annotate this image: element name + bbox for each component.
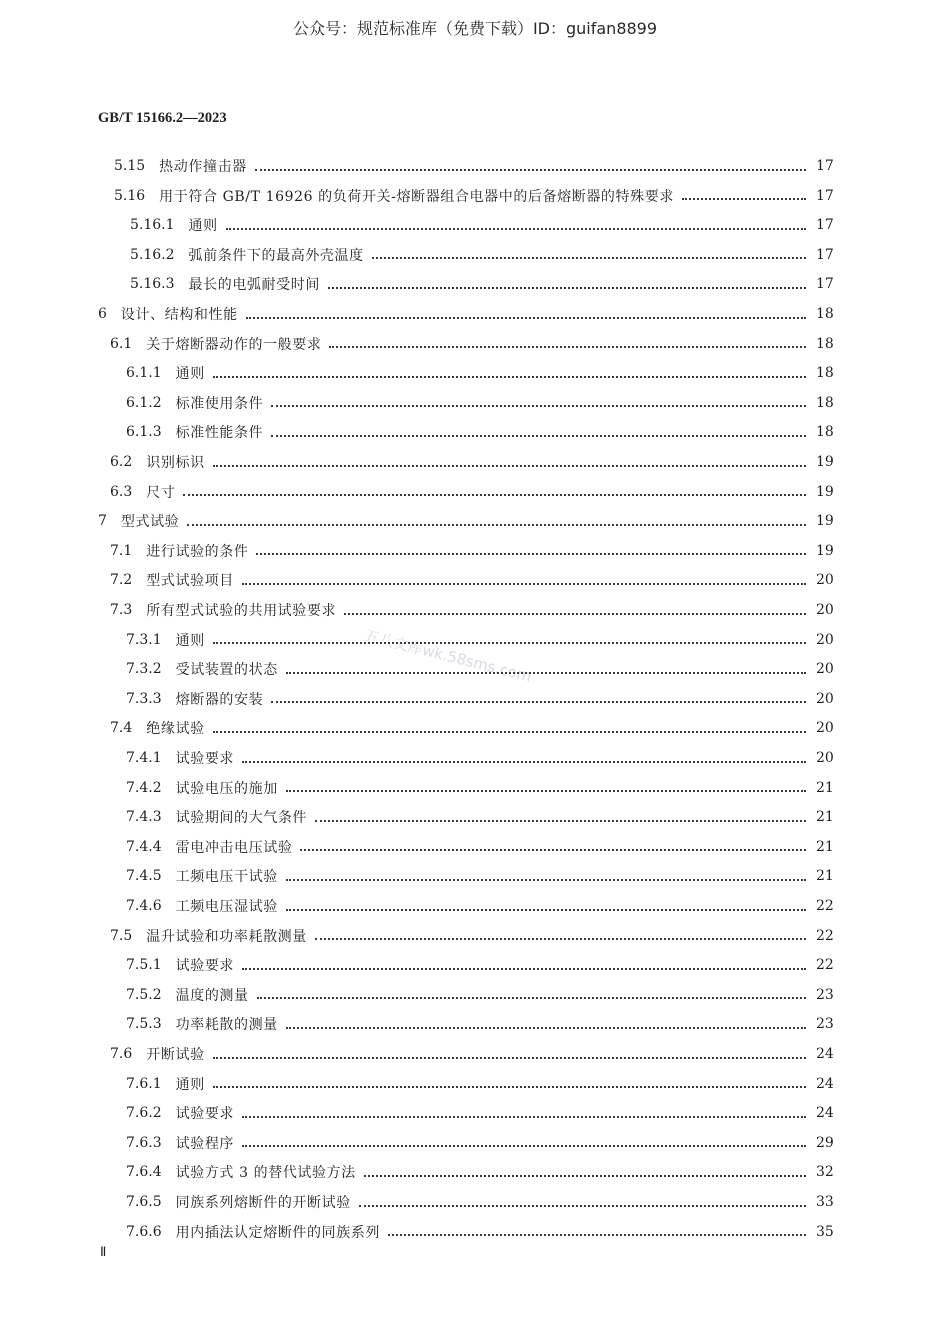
toc-dot-leader	[242, 582, 806, 585]
toc-entry-number: 7.6	[110, 1046, 133, 1062]
toc-dot-leader	[213, 464, 806, 467]
toc-entry-title: 绝缘试验	[146, 721, 205, 738]
toc-entry-title: 通则	[175, 1076, 205, 1093]
toc-dot-leader	[286, 671, 806, 674]
toc-entry[interactable]	[126, 359, 832, 387]
toc-dot-leader	[257, 996, 806, 999]
toc-entry[interactable]	[126, 685, 832, 713]
toc-entry-number: 7.4.6	[126, 898, 162, 914]
toc-dot-leader	[183, 493, 806, 496]
toc-entry-page: 18	[816, 365, 834, 382]
toc-dot-leader	[246, 316, 806, 319]
toc-entry-number: 7.4.5	[126, 868, 162, 885]
toc-entry-title: 关于熔断器动作的一般要求	[146, 336, 322, 353]
toc-entry-title: 试验要求	[175, 1106, 235, 1123]
toc-entry-title: 试验要求	[175, 958, 235, 975]
standard-number: GB/T 15166.2—2023	[98, 110, 227, 126]
toc-entry[interactable]	[126, 892, 832, 920]
toc-entry-title: 试验电压的施加	[175, 780, 278, 797]
toc-dot-leader	[187, 523, 806, 526]
toc-dot-leader	[344, 612, 806, 615]
toc-entry-page: 18	[816, 306, 834, 322]
toc-entry[interactable]	[126, 389, 832, 417]
toc-entry-page: 19	[816, 542, 834, 559]
toc-entry-number: 6.1.3	[126, 424, 162, 441]
toc-entry-number: 7.3.3	[126, 690, 162, 707]
toc-entry-page: 18	[816, 335, 834, 352]
toc-entry-page: 19	[816, 454, 834, 470]
toc-entry[interactable]	[130, 270, 832, 298]
toc-entry-number: 7.2	[110, 572, 133, 589]
toc-entry-title: 尺寸	[146, 484, 176, 501]
toc-entry-title: 识别标识	[146, 455, 205, 471]
toc-dot-leader	[213, 730, 806, 733]
toc-entry[interactable]	[110, 537, 832, 565]
toc-dot-leader	[213, 375, 806, 378]
toc-entry-title: 标准性能条件	[175, 425, 264, 442]
toc-entry-number: 6.1.2	[126, 394, 162, 411]
toc-dot-leader	[271, 434, 806, 437]
toc-dot-leader	[242, 760, 806, 763]
toc-entry-number: 5.16.1	[130, 217, 175, 234]
toc-entry-number: 7.1	[110, 542, 133, 559]
toc-entry-number: 7.6.1	[126, 1075, 162, 1092]
toc-entry-page: 19	[816, 513, 834, 530]
toc-entry-number: 5.16	[114, 187, 146, 204]
toc-entry-title: 试验方式 3 的替代试验方法	[175, 1165, 356, 1182]
toc-entry-page: 19	[816, 483, 834, 500]
toc-entry-title: 雷电冲击电压试验	[175, 839, 293, 856]
toc-entry[interactable]	[126, 655, 832, 683]
toc-entry-title: 通则	[175, 366, 205, 383]
toc-entry-title: 温度的测量	[175, 987, 249, 1004]
toc-entry-page: 17	[816, 246, 834, 263]
watermark: 五八文库wk.58sms.com	[362, 626, 534, 686]
toc-dot-leader	[328, 286, 806, 289]
toc-entry-number: 7.3	[110, 602, 133, 618]
toc-entry-page: 24	[816, 1105, 834, 1122]
toc-dot-leader	[388, 1233, 806, 1236]
toc-entry[interactable]	[110, 1040, 832, 1068]
toc-entry-title: 工频电压湿试验	[175, 899, 278, 915]
toc-entry[interactable]	[110, 714, 832, 742]
toc-entry[interactable]	[110, 478, 832, 506]
toc-dot-leader	[242, 1115, 806, 1118]
toc-entry[interactable]	[126, 1158, 832, 1186]
toc-entry[interactable]	[126, 862, 832, 890]
toc-entry-number: 6	[98, 306, 107, 322]
toc-dot-leader	[242, 967, 806, 970]
toc-entry-page: 21	[816, 868, 834, 885]
toc-entry[interactable]	[98, 300, 832, 328]
toc-entry-number: 7.4.1	[126, 750, 162, 766]
toc-entry-page: 22	[816, 898, 834, 914]
toc-entry-page: 17	[816, 158, 834, 174]
toc-entry-page: 18	[816, 424, 834, 441]
toc-entry-number: 6.3	[110, 483, 133, 500]
toc-entry[interactable]	[126, 774, 832, 802]
toc-entry[interactable]	[126, 626, 832, 654]
toc-entry-page: 20	[816, 602, 834, 618]
toc-entry-number: 7.6.5	[126, 1194, 162, 1210]
toc-dot-leader	[329, 345, 806, 348]
toc-entry-page: 21	[816, 779, 834, 796]
toc-entry[interactable]	[130, 211, 832, 239]
toc-entry-title: 进行试验的条件	[146, 543, 249, 560]
toc-entry-title: 功率耗散的测量	[175, 1017, 278, 1034]
toc-dot-leader	[682, 197, 806, 200]
toc-entry-page: 23	[816, 986, 834, 1003]
toc-dot-leader	[286, 789, 806, 792]
toc-entry-page: 20	[816, 631, 834, 648]
toc-entry[interactable]	[126, 803, 832, 831]
toc-entry-title: 通则	[175, 632, 205, 649]
toc-entry-title: 设计、结构和性能	[120, 307, 238, 323]
toc-entry-title: 熔断器的安装	[175, 691, 264, 708]
toc-entry-page: 17	[816, 187, 834, 204]
toc-entry-number: 6.1	[110, 335, 133, 352]
toc-entry-number: 5.15	[114, 158, 146, 174]
toc-entry[interactable]	[126, 833, 832, 861]
toc-entry-page: 20	[816, 690, 834, 707]
toc-entry[interactable]	[130, 241, 832, 269]
toc-entry-page: 20	[816, 750, 834, 766]
toc-entry-number: 7.3.2	[126, 661, 162, 678]
toc-entry[interactable]	[110, 596, 832, 624]
toc-entry-title: 型式试验项目	[146, 573, 234, 590]
toc-entry-page: 18	[816, 394, 834, 411]
toc-entry-number: 7.6.6	[126, 1223, 162, 1240]
toc-entry-page: 21	[816, 838, 834, 855]
toc-entry-title: 通则	[188, 218, 218, 235]
toc-dot-leader	[255, 168, 806, 171]
toc-entry-number: 7.3.1	[126, 631, 162, 648]
toc-entry-title: 试验程序	[175, 1135, 235, 1152]
toc-dot-leader	[300, 848, 806, 851]
toc-entry[interactable]	[126, 1099, 832, 1127]
toc-entry-title: 受试装置的状态	[175, 662, 278, 679]
toc-entry-page: 21	[816, 809, 834, 826]
toc-dot-leader	[315, 937, 806, 940]
toc-dot-leader	[271, 700, 806, 703]
toc-entry[interactable]	[126, 981, 832, 1009]
toc-entry[interactable]	[110, 448, 832, 476]
toc-entry[interactable]	[126, 1188, 832, 1216]
toc-entry[interactable]	[126, 1129, 832, 1157]
toc-entry-number: 7.5	[110, 927, 133, 944]
toc-dot-leader	[213, 641, 806, 644]
toc-dot-leader	[315, 819, 806, 822]
toc-entry[interactable]	[126, 418, 832, 446]
toc-entry[interactable]	[110, 330, 832, 358]
toc-entry-page: 22	[816, 927, 834, 944]
toc-dot-leader	[286, 908, 806, 911]
toc-entry-title: 标准使用条件	[175, 395, 264, 412]
page-number: Ⅱ	[100, 1244, 107, 1259]
toc-entry-number: 6.2	[110, 454, 133, 470]
toc-entry-page: 24	[816, 1046, 834, 1062]
toc-entry-title: 开断试验	[146, 1047, 205, 1063]
toc-dot-leader	[286, 878, 806, 881]
toc-entry-title: 用内插法认定熔断件的同族系列	[175, 1224, 381, 1241]
toc-entry-number: 7.4	[110, 720, 133, 737]
toc-dot-leader	[364, 1174, 806, 1177]
toc-entry-title: 弧前条件下的最高外壳温度	[188, 247, 364, 264]
toc-entry[interactable]	[110, 922, 832, 950]
toc-entry-page: 24	[816, 1075, 834, 1092]
toc-entry-page: 17	[816, 276, 834, 293]
toc-entry-page: 23	[816, 1016, 834, 1033]
toc-entry-title: 最长的电弧耐受时间	[188, 277, 320, 294]
toc-dot-leader	[359, 1204, 806, 1207]
toc-entry-number: 7.5.2	[126, 986, 162, 1003]
header-banner: 公众号：规范标准库（免费下载）ID：guifan8899	[292, 19, 658, 38]
toc-entry-title: 试验期间的大气条件	[175, 810, 308, 827]
toc-dot-leader	[271, 404, 806, 407]
toc-entry-title: 同族系列熔断件的开断试验	[175, 1195, 351, 1211]
toc-entry-number: 7.6.2	[126, 1105, 162, 1122]
toc-entry-page: 29	[816, 1134, 834, 1151]
toc-dot-leader	[286, 1026, 806, 1029]
toc-entry-page: 32	[816, 1164, 834, 1181]
toc-entry-page: 20	[816, 720, 834, 737]
toc-entry-number: 7.6.3	[126, 1134, 162, 1151]
toc-entry-number: 5.16.2	[130, 246, 175, 263]
toc-entry-page: 33	[816, 1194, 834, 1210]
toc-entry-number: 6.1.1	[126, 365, 162, 382]
toc-dot-leader	[213, 1085, 806, 1088]
toc-entry-number: 7.6.4	[126, 1164, 162, 1181]
toc-entry[interactable]	[110, 566, 832, 594]
toc-entry[interactable]	[114, 182, 832, 210]
toc-dot-leader	[242, 1144, 806, 1147]
toc-entry-page: 17	[816, 217, 834, 234]
toc-entry-page: 20	[816, 572, 834, 589]
toc-entry-number: 7	[98, 513, 107, 530]
toc-entry-page: 35	[816, 1223, 834, 1240]
toc-entry-number: 7.4.2	[126, 779, 162, 796]
toc-entry-title: 工频电压干试验	[175, 869, 278, 886]
toc-entry-title: 型式试验	[120, 514, 180, 531]
toc-dot-leader	[256, 552, 806, 555]
toc-entry-title: 用于符合 GB/T 16926 的负荷开关-熔断器组合电器中的后备熔断器的特殊要求	[159, 188, 674, 205]
toc-entry[interactable]	[126, 744, 832, 772]
toc-entry-number: 7.5.1	[126, 957, 162, 974]
toc-dot-leader	[372, 256, 806, 259]
toc-entry-title: 所有型式试验的共用试验要求	[146, 603, 337, 619]
toc-entry-number: 7.5.3	[126, 1016, 162, 1033]
toc-entry-title: 热动作撞击器	[159, 159, 247, 175]
toc-entry-title: 试验要求	[175, 751, 235, 767]
toc-dot-leader	[226, 227, 806, 230]
toc-entry[interactable]	[126, 1218, 832, 1246]
toc-entry[interactable]	[114, 152, 832, 180]
toc-entry-title: 温升试验和功率耗散测量	[146, 928, 307, 945]
toc-entry-number: 5.16.3	[130, 276, 175, 293]
toc-entry[interactable]	[126, 1010, 832, 1038]
toc-entry[interactable]	[126, 1070, 832, 1098]
toc-entry-page: 22	[816, 957, 834, 974]
toc-entry[interactable]	[98, 507, 832, 535]
toc-dot-leader	[213, 1056, 806, 1059]
toc-entry[interactable]	[126, 951, 832, 979]
toc-entry-number: 7.4.3	[126, 809, 162, 826]
toc-entry-number: 7.4.4	[126, 838, 162, 855]
toc-entry-page: 20	[816, 661, 834, 678]
